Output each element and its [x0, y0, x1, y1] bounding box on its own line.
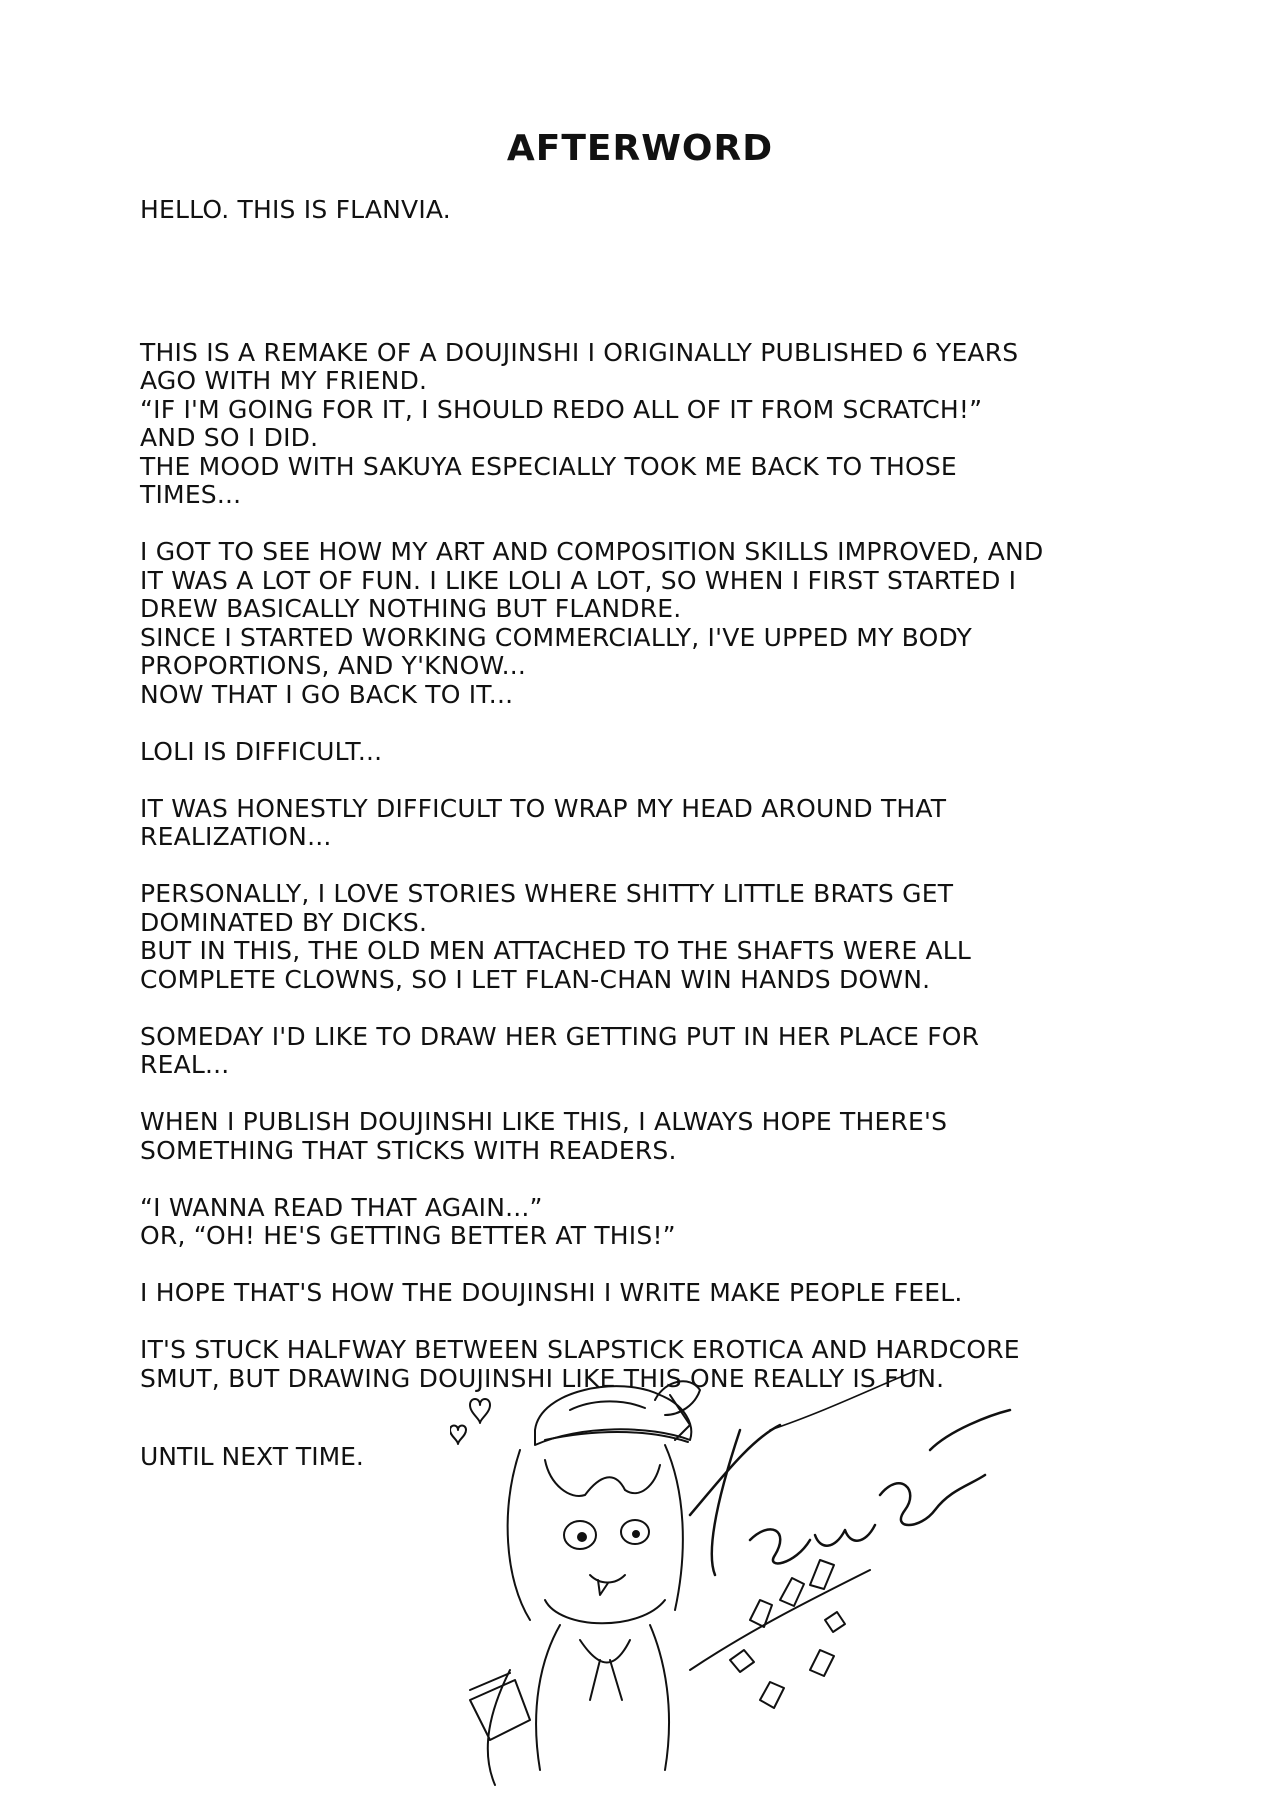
body-sketch [488, 1625, 669, 1785]
text-line: PROPORTIONS, AND Y'KNOW... [140, 651, 527, 680]
afterword-body [140, 196, 1150, 1422]
text-line: OR, “OH! HE'S GETTING BETTER AT THIS!” [140, 1221, 676, 1250]
paragraph [140, 880, 1150, 994]
text-line: IT'S STUCK HALFWAY BETWEEN SLAPSTICK EROTICA AND HARDCORE [140, 1335, 1020, 1364]
page-title: AFTERWORD [506, 128, 774, 169]
text-line: DOMINATED BY DICKS. [140, 907, 428, 937]
text-line: SOMETHING THAT STICKS WITH READERS. [140, 1135, 677, 1165]
text-line: THE MOOD WITH SAKUYA ESPECIALLY TOOK ME BACK TO THOSE [140, 451, 957, 481]
text-line [140, 253, 1150, 282]
text-line: LOLI IS DIFFICULT... [140, 736, 383, 766]
paragraph [140, 339, 1150, 510]
wing-sketch [690, 1560, 870, 1708]
text-line: “I WANNA READ THAT AGAIN...” [140, 1192, 543, 1222]
paragraph [140, 1108, 1150, 1165]
text-line: WHEN I PUBLISH DOUJINSHI LIKE THIS, I ALWAYS HOPE THERE'S [140, 1107, 948, 1136]
ribbon-sketch [655, 1381, 700, 1440]
text-line: SINCE I STARTED WORKING COMMERCIALLY, I'VE UPPED MY BODY [140, 622, 973, 652]
text-line: THIS IS A REMAKE OF A DOUJINSHI I ORIGINALLY PUBLISHED 6 YEARS [140, 337, 1019, 367]
text-line: “IF I'M GOING FOR IT, I SHOULD REDO ALL OF IT FROM SCRATCH!” [140, 394, 983, 424]
paragraph [140, 196, 1150, 225]
text-line: AGO WITH MY FRIEND. [140, 366, 428, 395]
text-line: TIMES... [140, 480, 242, 509]
paragraph [140, 1023, 1150, 1080]
text-line: I GOT TO SEE HOW MY ART AND COMPOSITION SKILLS IMPROVED, AND [140, 537, 1044, 566]
signature-flanvia [690, 1410, 1010, 1575]
text-line [140, 282, 1150, 311]
text-line: PERSONALLY, I LOVE STORIES WHERE SHITTY LITTLE BRATS GET [140, 879, 954, 908]
text-line: BUT IN THIS, THE OLD MEN ATTACHED TO THE SHAFTS WERE ALL [140, 936, 972, 965]
cup-sketch [470, 1673, 530, 1740]
text-line: COMPLETE CLOWNS, SO I LET FLAN-CHAN WIN HANDS DOWN. [140, 964, 931, 994]
paragraph [140, 538, 1150, 709]
text-line: DREW BASICALLY NOTHING BUT FLANDRE. [140, 594, 682, 623]
text-line: I HOPE THAT'S HOW THE DOUJINSHI I WRITE MAKE PEOPLE FEEL. [140, 1278, 963, 1307]
paragraph [140, 1194, 1150, 1251]
text-line: AND SO I DID. [140, 423, 319, 452]
paragraph [140, 1279, 1150, 1308]
flandre-sketch-illustration [450, 1370, 1090, 1791]
heart-doodles [450, 1399, 490, 1444]
text-line: SOMEDAY I'D LIKE TO DRAW HER GETTING PUT IN HER PLACE FOR [140, 1021, 980, 1051]
text-line: NOW THAT I GO BACK TO IT... [140, 679, 514, 709]
paragraph [140, 795, 1150, 852]
text-line: SMUT, BUT DRAWING DOUJINSHI LIKE THIS ONE REALLY IS FUN. [140, 1363, 945, 1393]
text-line: IT WAS HONESTLY DIFFICULT TO WRAP MY HEAD AROUND THAT [140, 793, 947, 823]
closing-line: UNTIL NEXT TIME. [140, 1442, 364, 1471]
text-line: IT WAS A LOT OF FUN. I LIKE LOLI A LOT, SO WHEN I FIRST STARTED I [140, 565, 1017, 595]
paragraph [140, 738, 1150, 767]
text-line: REALIZATION... [140, 822, 332, 851]
text-line: HELLO. THIS IS FLANVIA. [140, 195, 451, 224]
signature-date [770, 1370, 930, 1430]
text-line: REAL... [140, 1050, 230, 1079]
paragraph [140, 253, 1150, 310]
face-sketch [508, 1445, 683, 1623]
